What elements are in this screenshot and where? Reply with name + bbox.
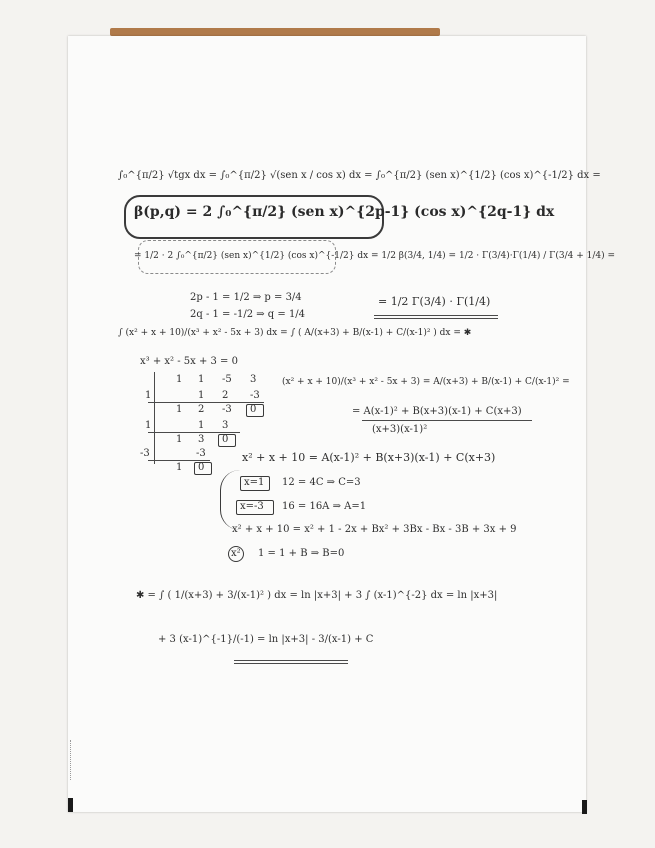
ruffini-r2-c2: 2 <box>222 390 229 401</box>
ruffini-hline-2 <box>148 432 240 433</box>
ruffini-vertical <box>154 372 155 464</box>
ruffini-r4-label: 1 <box>145 420 152 431</box>
p-equation: 2p - 1 = 1/2 ⇒ p = 3/4 <box>190 292 302 303</box>
ruffini-r6-label: -3 <box>140 448 150 459</box>
beta-substitution-line: = 1/2 · 2 ∫₀^{π/2} (sen x)^{1/2} (cos x)^{-1/2} dx = 1/2 β(3/4, 1/4) = 1/2 · Γ(3/4)·Γ(1/4) / Γ(3/4 + 1/4) = <box>134 251 616 261</box>
ruffini-r7-c1: 1 <box>176 462 183 473</box>
ruffini-r3-c1: 1 <box>176 404 183 415</box>
ruffini-r1-c2: 1 <box>198 374 205 385</box>
ruffini-r4-c1: 1 <box>198 420 205 431</box>
ruffini-hline-3 <box>148 460 210 461</box>
x1-equation: 12 = 4C ⇒ C=3 <box>282 477 361 488</box>
ruffini-r1-c1: 1 <box>176 374 183 385</box>
corner-mark-left <box>68 798 73 812</box>
corner-mark-right <box>582 800 587 814</box>
ruffini-r3-c2: 2 <box>198 404 205 415</box>
x3-tag: x=-3 <box>240 501 264 512</box>
result-underline-2b <box>234 663 348 664</box>
partial-fraction-setup: (x² + x + 10)/(x³ + x² - 5x + 3) = A/(x+3) + B/(x-1) + C/(x-1)² = <box>282 377 570 387</box>
ruffini-r6-c1: -3 <box>196 448 206 459</box>
ruffini-r2-c1: 1 <box>198 390 205 401</box>
cubic-equation: x³ + x² - 5x + 3 = 0 <box>140 356 238 367</box>
ruffini-r2-c3: -3 <box>250 390 260 401</box>
q-equation: 2q - 1 = -1/2 ⇒ q = 1/4 <box>190 309 306 320</box>
result-line-2: + 3 (x-1)^{-1}/(-1) = ln |x+3| - 3/(x-1) + C <box>158 634 374 645</box>
integral-line-1: ∫₀^{π/2} √tgx dx = ∫₀^{π/2} √(sen x / cos x) dx = ∫₀^{π/2} (sen x)^{1/2} (cos x)^{-1/2} dx = <box>118 170 601 181</box>
ruffini-r5-c2: 3 <box>198 434 205 445</box>
result-line-1: ✱ = ∫ ( 1/(x+3) + 3/(x-1)² ) dx = ln |x+3| + 3 ∫ (x-1)^{-2} dx = ln |x+3| <box>136 590 498 601</box>
ruffini-r3-c4: 0 <box>250 404 257 415</box>
ruffini-r7-c2: 0 <box>198 462 205 473</box>
partial-fraction-numerator: = A(x-1)² + B(x+3)(x-1) + C(x+3) <box>352 406 522 417</box>
result-underline-2 <box>234 660 348 661</box>
integral-line-2: ∫ (x² + x + 10)/(x³ + x² - 5x + 3) dx = ∫ ( A/(x+3) + B/(x-1) + C/(x-1)² ) dx = ✱ <box>118 328 472 338</box>
gamma-result: = 1/2 Γ(3/4) · Γ(1/4) <box>378 295 491 308</box>
ruffini-r2-label: 1 <box>145 390 152 401</box>
scan-edge-strip <box>110 28 440 36</box>
x2-equation: 1 = 1 + B ⇒ B=0 <box>258 548 345 559</box>
partial-fraction-denominator: (x+3)(x-1)² <box>372 424 428 435</box>
ruffini-r5-c3: 0 <box>222 434 229 445</box>
polynomial-identity: x² + x + 10 = A(x-1)² + B(x+3)(x-1) + C(x+3) <box>242 451 496 464</box>
ruffini-r1-c3: -5 <box>222 374 232 385</box>
margin-marks <box>70 740 77 780</box>
x3-equation: 16 = 16A ⇒ A=1 <box>282 501 367 512</box>
ruffini-r1-c4: 3 <box>250 374 257 385</box>
ruffini-hline-1 <box>148 402 264 403</box>
result-underline-1b <box>374 318 498 319</box>
fraction-bar <box>362 420 532 421</box>
result-underline-1 <box>374 315 498 316</box>
expanded-identity: x² + x + 10 = x² + 1 - 2x + Bx² + 3Bx - Bx - 3B + 3x + 9 <box>232 524 517 535</box>
beta-definition: β(p,q) = 2 ∫₀^{π/2} (sen x)^{2p-1} (cos x)^{2q-1} dx <box>134 204 555 220</box>
x1-tag: x=1 <box>244 477 265 488</box>
ruffini-r3-c3: -3 <box>222 404 232 415</box>
ruffini-r5-c1: 1 <box>176 434 183 445</box>
x2-tag: x² <box>231 548 241 559</box>
ruffini-r4-c2: 3 <box>222 420 229 431</box>
